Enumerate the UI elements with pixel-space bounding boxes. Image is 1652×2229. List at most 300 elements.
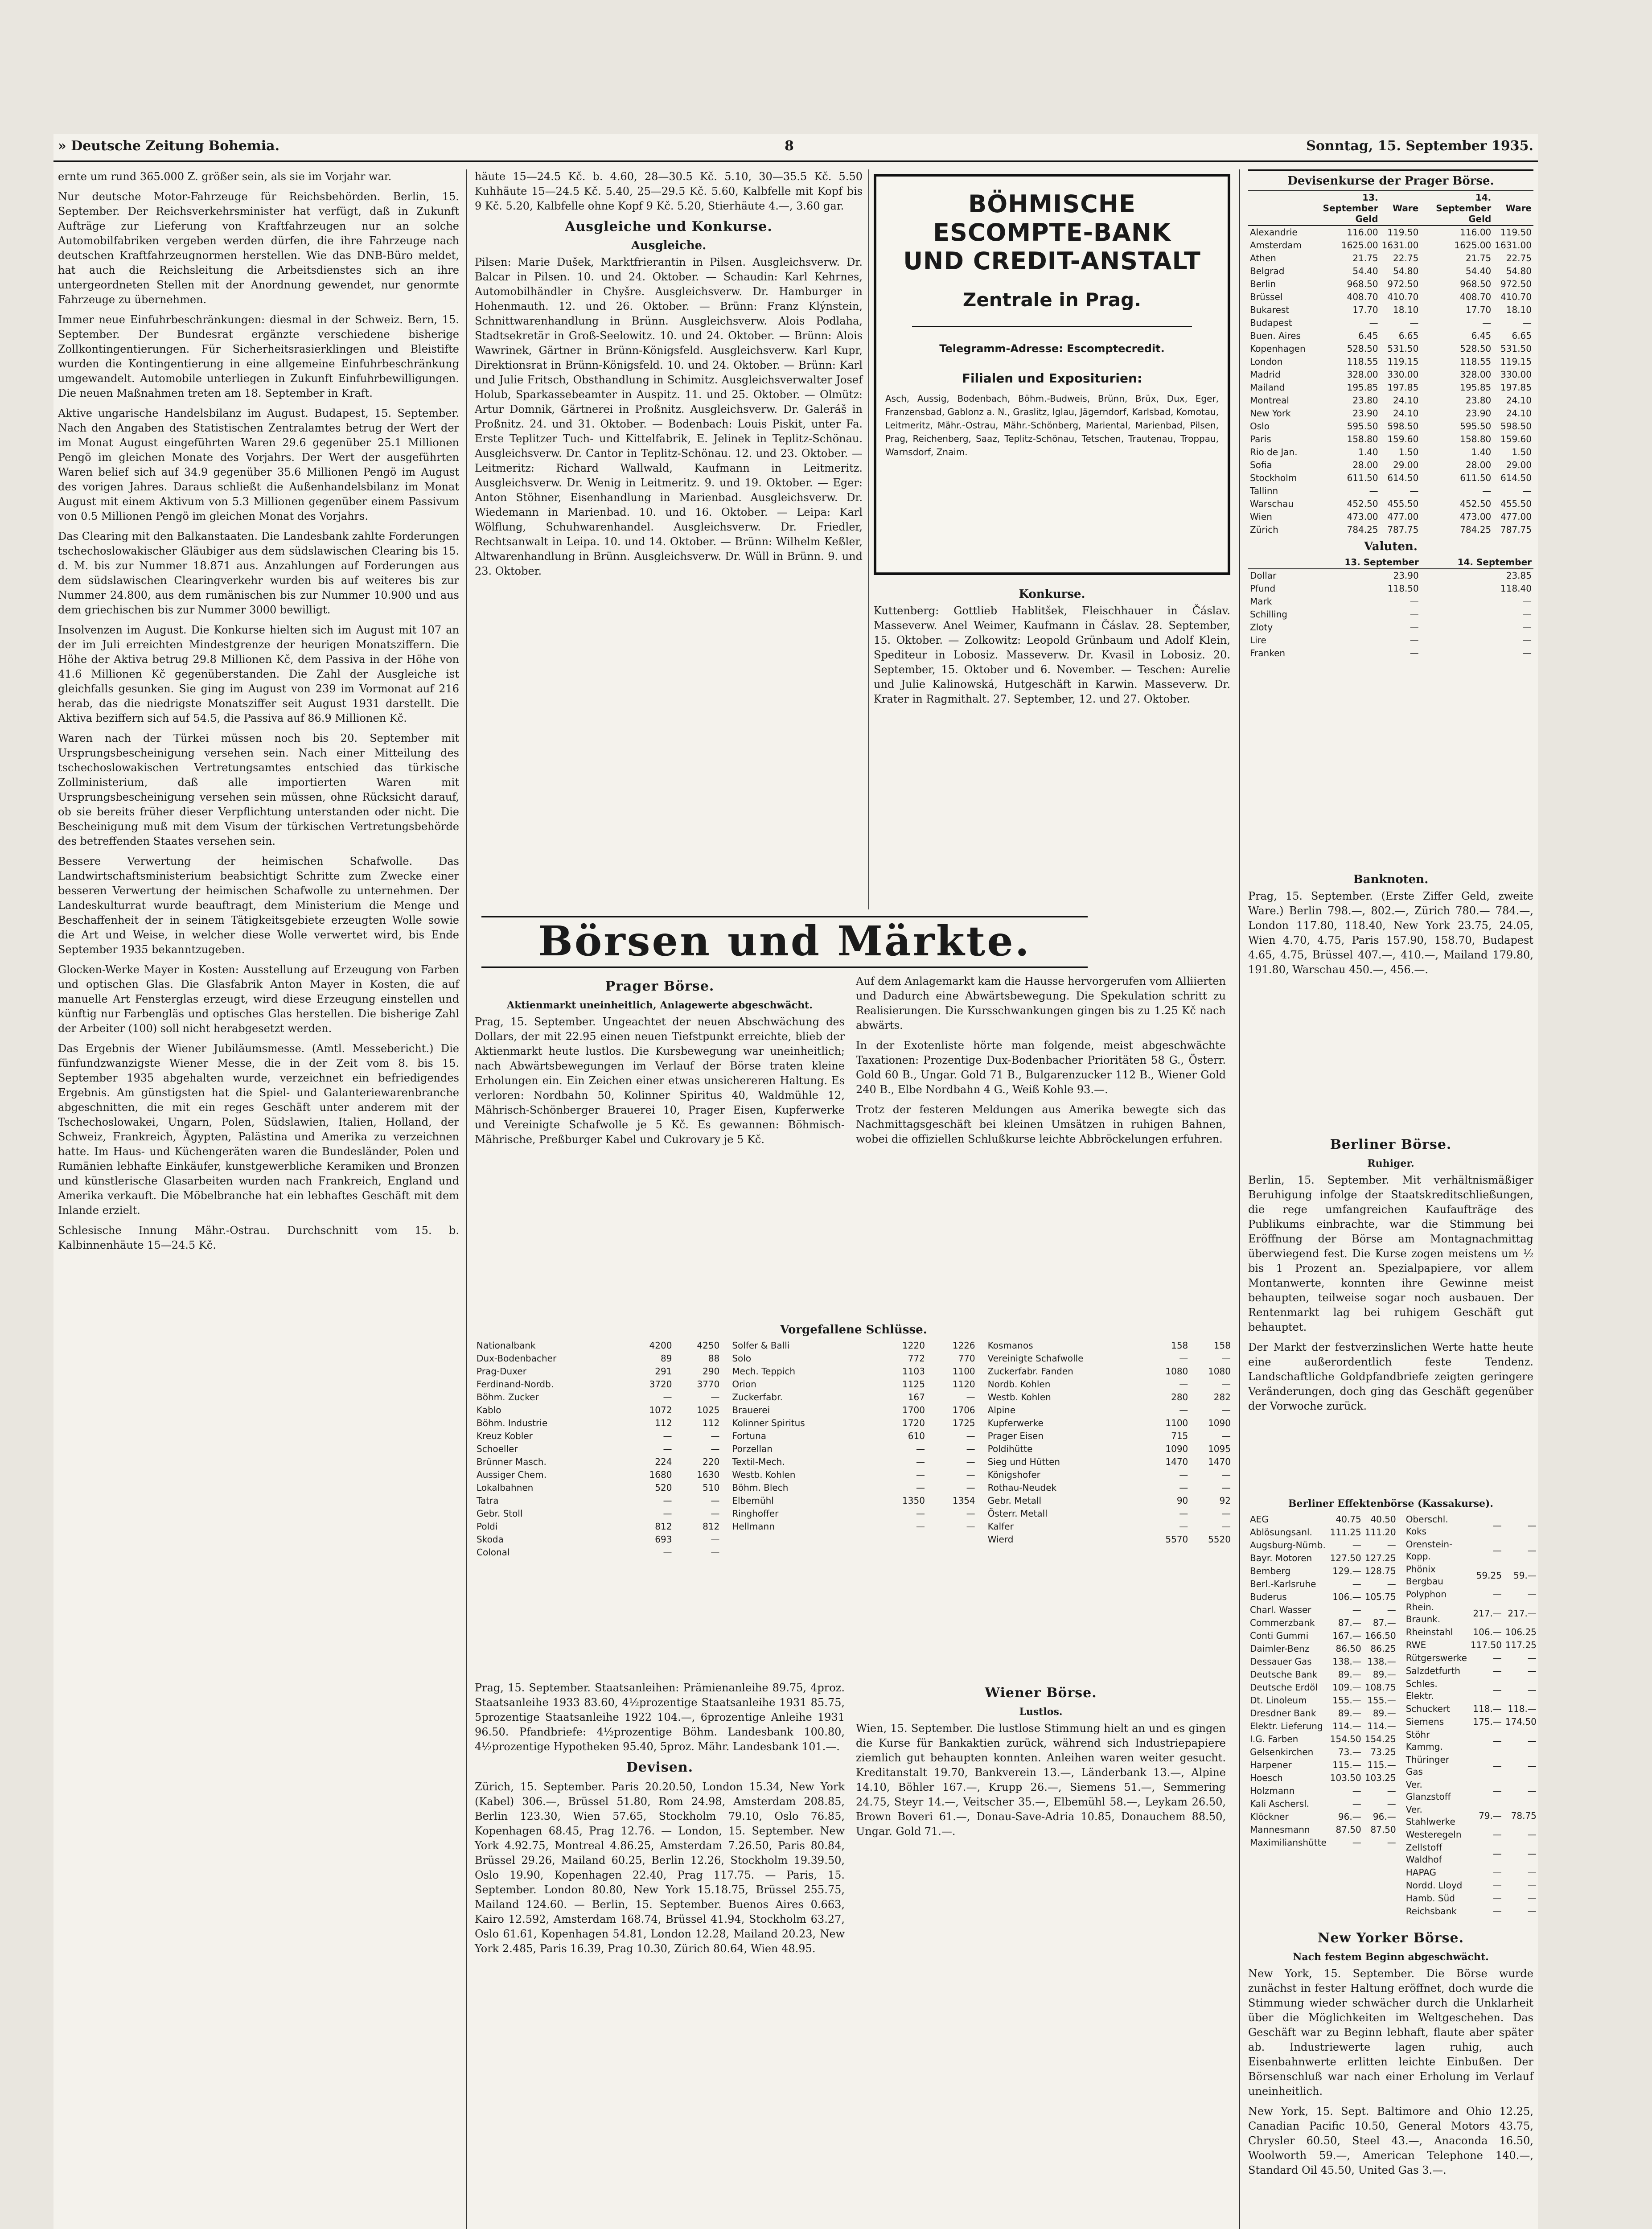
row-label: Lokalbahnen [477,1482,534,1493]
row-label: Rhein. Braunk. [1405,1602,1441,1624]
masthead-date: Sonntag, 15. September 1935. [1306,138,1533,154]
column-effekten [1248,1493,1537,1921]
row-value: 1725 [952,1418,975,1428]
row-value: 510 [703,1482,720,1493]
row-label: London [1250,356,1283,367]
row-label: Solo [732,1353,752,1364]
row-value: 1125 [902,1379,925,1390]
row-value: 106.— [1332,1592,1361,1602]
row-value: 23.90 [1393,570,1419,581]
row-label: Thüringer Gas [1405,1754,1449,1777]
row-value: 155.— [1367,1695,1396,1706]
row-value: 59.25 [1476,1570,1502,1581]
row-value: — [916,1482,925,1493]
row-value: 614.50 [1500,473,1532,483]
newspaper-page [53,134,1538,2229]
devisenkurse-table [1248,191,1533,536]
row-value: 217.— [1473,1608,1502,1619]
article-paragraph: Das Ergebnis der Wiener Jubiläumsmesse. (Amtl. Messebericht.) Die fünfundzwanzigste Wiener Messe, die in der Zeit vom 8. bis 15. September 1935 abgehalten wurde, verzeichnet ein befriedigendes Ergebnis. Am günstigsten hat die Spiel- und Galanteriewarenbranche abgeschnitten, die mit ein reges Geschäft unter anderem mit der Tschechoslowakei, Ungarn, Polen, Südslawien, Italien, Holland, der Schweiz, Frankreich, Ägypten, Palästina und Amerika zu verzeichnen hatte. Im Haus- und Küchengeräten waren die Bundesländer, Polen und Rumänien lebhafte Einkäufer, kunstgewerbliche Keramiken und Bronzen und künstlerische Glasarbeiten wurden nach Frankreich, England und Amerika verkauft. Die Möbelbranche hat ein lebhaftes Geschäft mit dem Inlande erzielt. [58,1042,459,1217]
table-row [1248,1526,1398,1539]
table-row [986,1391,1233,1404]
row-value: 89.— [1338,1708,1361,1719]
row-label: Buen. Aires [1250,330,1301,341]
row-value: 28.00 [1352,460,1378,470]
table-row [1248,278,1533,291]
table-row [1248,1513,1398,1526]
table-row [730,1339,977,1352]
valuten-title: Valuten. [1364,540,1418,553]
table-row [730,1494,977,1507]
article-paragraph: In der Exotenliste hörte man folgende, meist abgeschwächte Taxationen: Prozentige Dux-Bodenbacher Prioritäten 58 G., Österr. Gold 60 B., Ungar. Gold 71 B., Bulgarenzucker 112 B., Wiener Gold 240 B., Elbe Nordbahn 4 G., Weiß Kohle 93.—. [856,1039,1226,1096]
page-number: 8 [785,138,794,154]
row-label: Belgrad [1250,266,1285,276]
row-value: 22.75 [1393,253,1419,263]
row-value: — [1492,1848,1502,1859]
table-row [986,1533,1233,1546]
row-value: 114.— [1367,1721,1396,1731]
row-label: Dt. Linoleum [1250,1695,1307,1706]
row-label: Brünner Masch. [477,1456,547,1467]
column-header: Ware [1380,191,1421,226]
table-row [475,1533,721,1546]
table-row [1248,510,1533,523]
row-label: Hamb. Süd [1405,1893,1455,1904]
row-value: — [711,1547,720,1558]
table-row [475,1339,721,1352]
row-value: 473.00 [1347,511,1378,522]
row-value: 3720 [649,1379,672,1390]
table-row [1248,569,1533,582]
table-row [730,1404,977,1417]
row-value: — [663,1444,672,1454]
row-value: 477.00 [1500,511,1532,522]
row-label: Fortuna [732,1431,767,1441]
column-header: 13. September [1308,556,1421,569]
row-value: 598.50 [1500,421,1532,432]
row-label: Schilling [1250,609,1287,620]
row-label: Siemens [1405,1716,1444,1727]
row-value: 87.50 [1336,1824,1361,1835]
row-value: 24.10 [1506,408,1532,419]
row-value: 715 [1171,1431,1188,1441]
row-value: — [711,1431,720,1441]
row-label: Stöhr Kammg. [1405,1729,1443,1752]
row-value: — [1523,622,1532,633]
row-value: — [916,1456,925,1467]
row-label: Kalfer [987,1521,1014,1532]
row-value: 1700 [902,1405,925,1415]
row-value: 23.80 [1466,395,1492,406]
row-value: — [1352,1798,1361,1809]
wiener-boerse-title: Wiener Börse. [985,1685,1097,1701]
article-paragraph: Berlin, 15. September. Mit verhältnismäßiger Beruhigung infolge der Staatskreditschließungen, die rege umfangreichen Kaufaufträge des Publikums einbrachte, war die Stimmung bei Eröffnung der Börse am Montagnachmittag überwiegend fest. Die Kurse zogen meistens um ½ bis 1 Prozent an. Spezialpapiere, vor allem Montanwerte, konnten ihre Gewinne meist behaupten, teilweise sogar noch ausbauen. Der Rentenmarkt lag bei ruhigem Geschäft gut behauptet. [1248,1174,1533,1333]
table-row [1248,472,1533,485]
row-label: Nationalbank [477,1340,536,1351]
row-value: 118.55 [1347,356,1378,367]
row-value: 114.— [1332,1721,1361,1731]
row-value: 408.70 [1347,292,1378,302]
table-row [730,1468,977,1481]
schluesse-table-1 [475,1339,721,1559]
devisenkurse-title: Devisenkurse der Prager Börse. [1287,174,1494,188]
row-label: Deutsche Bank [1250,1669,1318,1680]
row-value: — [1179,1379,1188,1390]
row-value: 784.25 [1347,524,1378,535]
table-row [986,1443,1233,1456]
row-value: — [1221,1482,1231,1493]
row-value: 280 [1171,1392,1188,1402]
row-value: 117.25 [1505,1640,1537,1650]
table-row [1248,647,1533,660]
table-row [986,1481,1233,1494]
row-value: 88 [708,1353,720,1364]
table-row [1248,1552,1398,1565]
row-value: — [1482,317,1492,328]
table-row [1248,407,1533,420]
row-value: 174.50 [1505,1716,1537,1727]
row-label: Commerzbank [1250,1617,1315,1628]
row-value: 78.75 [1511,1810,1537,1821]
row-value: 29.00 [1506,460,1532,470]
row-value: 1720 [902,1418,925,1428]
row-value: 154.25 [1364,1734,1396,1744]
row-value: 1.50 [1512,447,1532,457]
row-label: Madrid [1250,369,1281,380]
row-value: 772 [908,1353,925,1364]
table-row [475,1417,721,1430]
row-value: 410.70 [1500,292,1532,302]
row-value: — [663,1508,672,1519]
row-label: Montreal [1250,395,1289,406]
article-paragraph: Prag, 15. September. Ungeachtet der neuen Abschwächung des Dollars, der mit 22.95 einen neuen Tiefstpunkt erreichte, blieb der Aktienmarkt heute lustlos. Die Kursbewegung war uneinheitlich; nach Abwärtsbewegungen im Verlauf der Börse traten kleine Erholungen ein. Ein Zeichen einer etwas unsichereren Haltung. Es verloren: Nordbahn 50, Kolinner Spiritus 40, Waldmühle 12, Mährisch-Schönberger Brauerei 10, Prager Eisen, Kupferwerke und Vereinigte Schafwolle je 5 Kč. Es gewannen: Böhmisch-Mährische, Preßburger Kabel und Cukrovary je 5 Kč. [475,1016,845,1146]
column-header [1248,191,1307,226]
row-label: Lire [1250,635,1266,646]
table-row [1404,1803,1538,1828]
row-label: Zuckerfabr. [732,1392,783,1402]
prager-boerse-title: Prager Börse. [605,979,715,994]
row-label: Alexandrie [1250,227,1298,238]
row-value: — [1179,1405,1188,1415]
table-row [475,1443,721,1456]
row-value: 112 [703,1418,720,1428]
row-value: 614.50 [1387,473,1419,483]
row-value: — [1410,622,1419,633]
row-value: — [1387,1579,1396,1589]
row-value: 531.50 [1500,343,1532,354]
table-row [475,1352,721,1365]
row-value: — [1387,1785,1396,1796]
table-row [1404,1728,1538,1753]
table-row [1248,1681,1398,1694]
row-label: Rütgerswerke [1405,1653,1467,1663]
row-label: Brauerei [732,1405,770,1415]
row-value: 1080 [1208,1366,1231,1377]
article-paragraph: Der Markt der festverzinslichen Werte hatte heute eine außerordentlich feste Tendenz. Landschaftliche Goldpfandbriefe zeigten geringere Veränderungen, doch ging das Geschäft gegenüber der Vorwoche zurück. [1248,1341,1533,1412]
row-value: 108.75 [1364,1682,1396,1693]
row-label: Vereinigte Schafwolle [987,1353,1084,1364]
row-label: Rio de Jan. [1250,447,1298,457]
table-row [730,1391,977,1404]
row-value: — [1410,485,1419,496]
table-row [1248,582,1533,595]
row-value: 29.00 [1393,460,1419,470]
row-label: Bemberg [1250,1566,1291,1576]
row-value: 1100 [952,1366,975,1377]
row-value: — [1352,1837,1361,1848]
row-value: 3770 [697,1379,720,1390]
table-row [1404,1626,1538,1639]
column-header: 14. September Geld [1420,191,1493,226]
article-paragraph: Nur deutsche Motor-Fahrzeuge für Reichsbehörden. Berlin, 15. September. Der Reichsverkehrsminister hat verfügt, daß in Zukunft Aufträge zur Lieferung von Kraftfahrzeugen nur an solche Automobilfabriken vergeben werden dürfen, die ihre Fahrzeuge nach deutschen Kraftfahrzeugnormen herstellen. Wie das DNB-Büro meldet, hat auch die Reichsleitung die Arbeitsdienstes sich an ihre untergeordneten Stellen mit der Anordnung gewendet, nur genormte Fahrzeuge zu übernehmen. [58,190,459,306]
row-value: — [1523,648,1532,658]
ad-branches-title: Filialen und Expositurien: [962,371,1142,386]
row-value: 787.75 [1500,524,1532,535]
row-value: 410.70 [1387,292,1419,302]
table-row [475,1468,721,1481]
row-value: 103.50 [1330,1773,1361,1783]
row-value: — [1221,1405,1231,1415]
table-row [1248,1823,1398,1836]
row-value: 290 [703,1366,720,1377]
table-row [1248,1539,1398,1552]
row-label: Gebr. Metall [987,1495,1042,1506]
row-value: 1.40 [1358,447,1378,457]
table-row [986,1456,1233,1468]
row-value: 1680 [649,1469,672,1480]
row-value: — [966,1521,975,1532]
row-label: Reichsbank [1405,1906,1457,1916]
row-value: 128.75 [1364,1566,1396,1576]
row-value: — [1387,1837,1396,1848]
row-value: 23.90 [1466,408,1492,419]
row-value: — [966,1392,975,1402]
row-value: 92 [1219,1495,1231,1506]
row-label: Böhm. Industrie [477,1418,548,1428]
table-row [1248,1720,1398,1733]
article-paragraph: Wien, 15. September. Die lustlose Stimmung hielt an und es gingen die Kurse für Bankaktien zurück, während sich Industriepapiere ziemlich gut behaupten konnten. Anleihen waren weiter gesucht. Kreditanstalt 19.70, Bankverein 13.—, Länderbank 13.—, Alpine 14.10, Böhler 167.—, Krupp 26.—, Siemens 51.—, Semmering 24.75, Steyr 14.—, Veitscher 35.—, Elbemühl 58.—, Leykam 26.50, Brown Boveri 61.—, Donau-Save-Adria 10.85, Donauchem 88.50, Ungar. Gold 71.—. [856,1722,1226,1838]
row-value: 54.40 [1352,266,1378,276]
row-label: Oslo [1250,421,1270,432]
row-value: 96.— [1338,1811,1361,1822]
row-value: 138.— [1367,1656,1396,1667]
bank-advertisement [874,174,1230,575]
table-row [1248,381,1533,394]
article-paragraph: Bessere Verwertung der heimischen Schafwolle. Das Landwirtschaftsministerium beabsichtigt Schritte zum Zwecke einer besseren Verwertung der heimischen Schafwolle zu unternehmen. Der Landeskulturrat wurde beauftragt, dem Ministerium die Menge und Beschaffenheit der in seinem Tätigkeitsgebiete erzeugten Wolle sowie die Art und Weise, in welcher diese Wolle verwertet wird, bis Ende September 1935 bekanntzugeben. [58,855,459,956]
schluesse-table-2 [730,1339,977,1533]
row-label: Kali Aschersl. [1250,1798,1310,1809]
row-value: — [1352,1579,1361,1589]
column-header: 14. September [1421,556,1533,569]
row-value: 23.90 [1352,408,1378,419]
row-value: — [966,1482,975,1493]
table-row [730,1417,977,1430]
column-header [1248,556,1308,569]
row-value: 787.75 [1387,524,1419,535]
row-value: 175.— [1473,1716,1502,1727]
row-value: 96.— [1373,1811,1396,1822]
row-label: RWE [1405,1640,1426,1650]
row-value: 117.50 [1470,1640,1502,1650]
row-value: 119.50 [1387,227,1419,238]
table-row [475,1430,721,1443]
table-row [730,1365,977,1378]
table-row [1248,498,1533,510]
row-value: 291 [655,1366,672,1377]
effekten-table-1 [1248,1513,1398,1849]
row-value: 115.— [1367,1760,1396,1770]
row-label: Ferdinand-Nordb. [477,1379,554,1390]
row-value: — [663,1495,672,1506]
row-value: — [663,1431,672,1441]
row-value: 1220 [902,1340,925,1351]
row-value: 693 [655,1534,672,1545]
row-value: — [966,1469,975,1480]
row-value: — [1492,1880,1502,1891]
row-value: 87.50 [1370,1824,1396,1835]
row-value: 330.00 [1387,369,1419,380]
row-label: Hoesch [1250,1773,1283,1783]
column-konkurse [874,584,1230,905]
row-value: 111.20 [1364,1527,1396,1538]
row-label: Hellmann [732,1521,775,1532]
row-value: — [966,1508,975,1519]
row-label: Mark [1250,596,1272,607]
row-value: — [1492,1829,1502,1840]
table-row [986,1520,1233,1533]
table-row [730,1520,977,1533]
row-value: 115.— [1332,1760,1361,1770]
column-header: Ware [1493,191,1533,226]
row-value: 116.00 [1347,227,1378,238]
row-value: 23.80 [1352,395,1378,406]
row-value: 119.15 [1500,356,1532,367]
row-label: Schuckert [1405,1703,1450,1714]
table-row [1248,1655,1398,1668]
row-value: 1226 [952,1340,975,1351]
row-value: 1.40 [1471,447,1492,457]
row-value: — [1492,1735,1502,1746]
row-label: Deutsche Erdöl [1250,1682,1318,1693]
row-value: 21.75 [1466,253,1492,263]
row-label: Oberschl. Koks [1405,1514,1448,1537]
table-row [1248,394,1533,407]
row-value: — [1527,1684,1537,1695]
ad-title-line1: BÖHMISCHE ESCOMPTE-BANK [933,190,1171,247]
row-value: — [1369,485,1378,496]
column-newyorker-boerse [1248,1926,1533,2229]
row-label: AEG [1250,1514,1269,1525]
table-row [475,1391,721,1404]
row-value: 118.50 [1387,583,1419,594]
row-value: 1350 [902,1495,925,1506]
row-value: — [1527,1589,1537,1600]
row-label: Colonal [477,1547,510,1558]
row-label: Rothau-Neudek [987,1482,1057,1493]
row-value: 118.— [1473,1703,1502,1714]
table-row [1248,355,1533,368]
row-value: 4200 [649,1340,672,1351]
table-row [986,1378,1233,1391]
row-value: 452.50 [1347,498,1378,509]
article-paragraph: Auf dem Anlagemarkt kam die Hausse hervorgerufen vom Alliierten und Dadurch eine Abwärtsbewegung. Die Spekulation schritt zu Realisierungen. Die Kursschwankungen gingen bis zu 1.25 Kč nach abwärts. [856,975,1226,1032]
row-label: Ablösungsanl. [1250,1527,1312,1538]
table-row [475,1456,721,1468]
article-paragraph: Glocken-Werke Mayer in Kosten: Ausstellung auf Erzeugung von Farben und optischen Glas. Die Glasfabrik Anton Mayer in Kosten, die auf manuelle Art Fensterglas erzeugt, wird diese Erzeugung einstellen und künftig nur Farbengläs und optisches Glas herstellen. Die bisherige Zahl der Arbeiter (100) soll nicht herabgesetzt werden. [58,963,459,1035]
table-row [986,1430,1233,1443]
table-row [986,1404,1233,1417]
schluesse-title: Vorgefallene Schlüsse. [780,1323,927,1337]
row-label: Elbemühl [732,1495,774,1506]
row-value: — [711,1508,720,1519]
row-value: 1080 [1165,1366,1188,1377]
article-paragraph: Insolvenzen im August. Die Konkurse hielten sich im August mit 107 an der im Juli erreichten Mindestgrenze der heurigen Monatsziffern. Die Höhe der Aktiva betrug 29.8 Millionen Kč, dem Passiva in der Höhe von 41.6 Millionen Kč gegenüberstanden. Die Zahl der Ausgleiche ist gleichfalls gesunken. Sie ging im August von 239 im Vormonat auf 216 herab, das die niedrigste Monatsziffer seit August 1931 darstellt. Die Aktiva beziffern sich auf 54.5, die Passiva auf 86.9 Millionen Kč. [58,624,459,724]
ad-title-line2: UND CREDIT-ANSTALT [903,247,1201,275]
row-value: 54.80 [1506,266,1532,276]
row-value: — [966,1431,975,1441]
row-value: 17.70 [1466,304,1492,315]
row-value: — [1527,1880,1537,1891]
row-label: Phönix Bergbau [1405,1564,1443,1587]
table-row [1248,595,1533,608]
row-value: 116.00 [1460,227,1492,238]
row-value: 87.— [1338,1617,1361,1628]
table-row [730,1430,977,1443]
row-value: 1025 [697,1405,720,1415]
row-label: Bayr. Motoren [1250,1553,1312,1563]
row-value: 455.50 [1387,498,1419,509]
row-value: 968.50 [1460,279,1492,289]
row-label: Berl.-Karlsruhe [1250,1579,1316,1589]
row-value: 520 [655,1482,672,1493]
row-label: Aussiger Chem. [477,1469,547,1480]
table-row [1404,1703,1538,1715]
row-label: Maximilianshütte [1250,1837,1327,1848]
row-label: Kablo [477,1405,501,1415]
row-label: Porzellan [732,1444,773,1454]
berliner-boerse-title: Berliner Börse. [1330,1137,1452,1152]
table-row [1404,1905,1538,1918]
column-devisen [475,1681,845,2229]
row-value: — [1179,1482,1188,1493]
row-value: — [1492,1520,1502,1531]
row-label: Charl. Wasser [1250,1604,1311,1615]
row-label: Amsterdam [1250,240,1302,251]
table-row [1248,1733,1398,1746]
row-value: 217.— [1508,1608,1537,1619]
row-label: Mech. Teppich [732,1366,796,1377]
row-value: 528.50 [1460,343,1492,354]
row-value: — [1492,1666,1502,1676]
table-row [730,1378,977,1391]
row-value: 89 [661,1353,672,1364]
row-value: — [1352,1604,1361,1615]
table-row [1404,1866,1538,1879]
row-value: — [1369,317,1378,328]
row-label: Kreuz Kobler [477,1431,533,1441]
row-value: 159.60 [1500,434,1532,444]
row-value: 5570 [1165,1534,1188,1545]
row-label: Tatra [477,1495,499,1506]
row-value: — [1492,1867,1502,1878]
table-row [1248,1836,1398,1849]
newyorker-boerse-subtitle: Nach festem Beginn abgeschwächt. [1293,1951,1489,1963]
ad-headquarters: Zentrale in Prag. [962,289,1142,311]
table-row [1404,1588,1538,1601]
row-value: 17.70 [1352,304,1378,315]
row-label: Westeregeln [1405,1829,1462,1840]
row-label: Alpine [987,1405,1016,1415]
row-value: — [1523,596,1532,607]
